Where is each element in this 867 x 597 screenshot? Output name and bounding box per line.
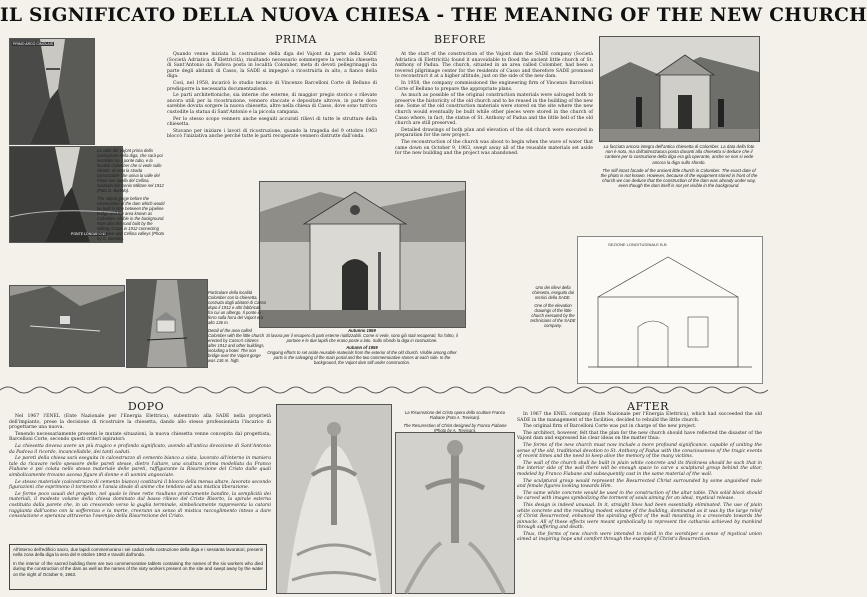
- caption-line: The Vajont gorge before the construction of the dam which would be built in time between the pipeline bridge and the area known as Colomber, visible in the background. Note also the road built by the Military Corps in 1912 connecting the Piave and Cellina valleys (Photo by G. Bertolo).: [97, 196, 165, 241]
- after-paragraph: The sculptural group would represent the Resurrected Christ surrounded by some anguished male and female figures looking towards Him.: [517, 478, 762, 490]
- caption-line: The still intact facade of the ancient little church in Colomber. The exact date of the photo is not known. However, because of the equipment stored in front of the church we can deduce that the construction of the dam was already under way, even though the dam itself is not yet visible in the background.: [600, 167, 758, 189]
- dopo-paragraph: Tenendo necessariamente presenti le mutate situazioni, la nuova chiesetta venne concepita dal progettista, Barcelloni Corte, secondo questi criteri ispiratori:: [9, 431, 271, 443]
- memorial-text: All'interno dell'edificio sacro, due lapidi commemorano i sei caduti nella costruzione della diga e i sessanta lavoratori, presenti nella zona della diga la sera del 9 ottobre 1963 e travolti dall'onda.: [13, 547, 263, 558]
- caption-line: Particolare della località Colomber con la chiesetta, costruita dagli abitanti di Casso dopo il 1912 e altri fabbricati, fra cui un albergo. Il ponte in ferro sulla forra del Vajont era alto 136 m.: [208, 290, 266, 325]
- after-text: [517, 412, 762, 544]
- caption-detail: [208, 290, 266, 366]
- dopo-paragraph: Le pareti della chiesa sarà eseguita in calcestruzzo di cemento bianco a vista, lavorato all'interno in maniera tale da ricavare nello spessore delle pareti stesse, dietro l'altare, una scultura prima modellata da Franco Fiabane e poi colata nello stesso materiale delle pareti, raffigurante la Risurrezione del Cristo dalle quali simbolicamente trovano ascesa figure di donne e di uomini angosciate.: [9, 456, 271, 478]
- photo-vajont-gorge: [9, 38, 95, 145]
- prima-paragraph: Le parti architettoniche, sia interne che esterne, di maggior pregio storico o rilevate ancora utili per la ricostruzione, vennero staccate e depositate altrove, in parte dove sarebbe dovuta sorgere la nuova chiesetta, altre nella chiesa di Casso, dove sono tutt'ora custodite la statua di Sant'Antonio e la piccola campana.: [167, 93, 377, 115]
- header-after: AFTER: [627, 400, 669, 413]
- wave-divider: [0, 383, 768, 397]
- photo-label-cimolais: PRIMO ARCO CIMOLAIS: [13, 42, 54, 46]
- caption-line: La valle del Vajont prima della costruzione della diga, che sarà poi installata tra il ponte tubo, e la località Colomber che si vede sullo sfondo. Si nota la strada carrozzabile che univa la valle del Piave con quella del Cellina, costruita dal Genio Militare nel 1912 (Foto G. Bertolo).: [97, 148, 164, 193]
- photo-resurrection-sculpture: [276, 404, 392, 594]
- before-paragraph: The reconstruction of the church was about to begin when the wave of water that came down on October 9, 1963, swept away all of the reusable materials set aside for the new building and the project was abandoned.: [395, 139, 593, 157]
- after-paragraph: The original firm of Barcelloni Corte was put in charge of the new project.: [523, 424, 697, 430]
- photo-resurrection-relief: [395, 432, 515, 594]
- caption-line: One of the elevation drawings of the little church executed by the technicians of the SADE company.: [530, 303, 576, 328]
- prima-paragraph: Stavano per iniziare i lavori di ricostruzione, quando la tragedia del 9 ottobre 1963 bloccò l'iniziativa anche perché tutte le parti recuperate vennero distrutte dall'onda.: [167, 128, 377, 140]
- photo-colomber-area: [9, 285, 125, 367]
- after-paragraph: Thus, the forms of new church were intended to instill in the worshiper a sense of mystical union aimed at inspiring hope and comfort through the example of Christ's Resurrection.: [517, 531, 762, 543]
- caption-autumn-1959: [262, 328, 462, 365]
- header-prima: PRIMA: [275, 33, 317, 46]
- before-paragraph: Detailed drawings of both plan and elevation of the old church were executed in preparation for the new project.: [395, 127, 593, 139]
- after-paragraph: The wall of the church shall be built in plain white concrete and its thickness should be such that in the interior side of the wall there will be enough space to carve a sculptural group behind the altar, modeled by Franco Fiabane and subsequently cast in the same material of the wall.: [517, 460, 762, 477]
- after-paragraph: In 1967 the ENEL company (Ente Nazionale per l'Energia Elettrica), which had succeeded the old SADE in the management of the facilities, decided to rebuild the little church.: [517, 412, 762, 423]
- header-before: BEFORE: [433, 33, 487, 46]
- drawing-longitudinal-section: [577, 236, 763, 384]
- before-paragraph: At the start of the construction of the Vajont dam the SADE company (Società Adriatica di Elettricità) found it unavoidable to flood the ancient little church of St. Anthony of Padua. The church, situated in an area called Colomber, had been a revered pilgrimage center for the residents of Casso and therefore SADE promised to reconstruct it at a higher altitude, just on the side of the new dam.: [395, 52, 593, 80]
- caption-drawing: [530, 285, 576, 331]
- prima-paragraph: Quando venne iniziata la costruzione della diga del Vajont da parte della SADE (Società Adriatica di Elettricità), risultando necessario sommergere la vecchia chiesetta di Sant'Antonio da Padova posta in località Colomber, meta di devoti pellegrinaggi da parte degli abitanti di Casso, la SADE si impegnò a ricostruirla in alto, a fianco della diga.: [167, 52, 377, 80]
- prima-paragraph: Per lo stesso scopo vennero anche eseguiti accurati rilievi di tutte le strutture della chiesetta.: [167, 116, 377, 128]
- caption-line: The Resurrection of Christ designed by Franco Fiabane (Photo by A. Trevisan).: [403, 423, 507, 433]
- memorial-text: In the interior of the sacred building there are two commemorative tablets containing the names of the six workers who died during the construction of the dam as well as the names of the sixty workers present on the site and swept away by the water on the night of October 9, 1963.: [13, 560, 263, 577]
- caption-line: Detail of the area called Colomber with the little church erected by Casso's citizens after 1912 and other buildings, including a hotel. The iron bridge over the Vajont gorge was 136 m. high.: [208, 328, 265, 363]
- drawing-title: SEZIONE LONGITUDINALE B-B: [608, 242, 667, 247]
- page-title: IL SIGNIFICATO DELLA NUOVA CHIESA - THE MEANING OF THE NEW CHURCH: [0, 5, 867, 26]
- after-paragraph: The architect, however, felt that the plan for the new church should have reflected the disaster of the Vajont dam and expressed his clear ideas on the matter thus:: [517, 430, 762, 442]
- before-paragraph: As much as possible of the original construction materials were salvaged both to preserve the historicity of the old church and to be reused in the building of the new one. Some of the old construction materials were stored on the site where the new church would eventually be built while other pieces were stored in the church of Casso where, in fact, the statue of St. Anthony of Padua and the little bell of the old church are still preserved.: [395, 93, 593, 127]
- caption-valley: [97, 148, 165, 244]
- caption-line: La facciata ancora integra dell'antica chiesetta di Colomber. La data della foto non è nota, ma dall'attrezzatura posta davanti alla chiesetta si deduce che il cantiere per la costruzione della diga era già operante, anche se non si vede ancora la diga sullo sfondo.: [603, 144, 755, 165]
- dopo-paragraph: Nel 1967 l'ENEL (Ente Nazionale per l'Energia Elettrica), subentrato alla SADE nella proprietà dell'impianto, prese la decisione di ricostruire la chiesetta, dando allo stesso professionista l'incarico di progettarne una nuova.: [9, 414, 271, 431]
- prima-text: [167, 52, 377, 141]
- caption-line: Ongoing efforts to set aside reusable materials from the exterior of the old church. Visible among other parts is the salvaging of the main portal and the two commemorative stones at each side. In the background, the Vajont dam still under construction.: [267, 350, 457, 365]
- prima-paragraph: Così, nel 1958, incaricò lo studio tecnico di Vincenzo Barcelloni Corte di Belluno di predisporre la necessaria documentazione.: [167, 80, 377, 92]
- photo-label-longarone: PONTE LONGARONE: [71, 232, 107, 236]
- header-dopo: DOPO: [127, 400, 165, 413]
- after-paragraph: The forms of the new church must now include a more profound significance, capable of uniting the sense of the old, traditional devotion to St. Anthony of Padua with the consciousness of the tragic events of recent times and the need to keep alive the memory of the many victims.: [517, 442, 762, 460]
- after-paragraph: This design is indeed unusual. In it, straight lines had been essentially eliminated. The use of plain white concrete and the resulting modest volume of the building, dominated as it was by the large relief of Christ Resurrected, enhanced the spiraling effect of the wall mounting in a crescendo towards the pinnacle. All of these effects were meant symbolically to represent the catharsis achieved by mankind through suffering and death.: [517, 502, 762, 531]
- caption-year: Autunno 1959: [348, 328, 376, 333]
- caption-line: Uno dei rilievi della chiesetta, eseguito dai tecnici della SADE.: [532, 285, 574, 300]
- dopo-paragraph: Le forme poco usuali del progetto, nel quale le linee rette risultano praticamente bandite, la semplicità dei materiali, il modesto volume della chiesa dominato dal basso rilievo del Cristo Risorto, la spirale esterna costituita dalla parete che, in un crescendo verso la guglia terminale, simbolicamente rappresenta la catarsi raggiunta dall'uomo con la sofferenza e la morte, creerann un senso di mistica raccoglimento inteso a dare consolazione e speranza attraverso l'esempio della Risurrezione del Cristo.: [9, 491, 271, 520]
- caption-line: Si lavora per il recupero di parti esterne riutilizzabili. Come si vede, sono già stati recuperati, fra l'altro, il portone e le due lapidi che erano poste a lato. Sullo sfondo la diga in costruzione.: [266, 333, 458, 343]
- caption-year: Autumn of 1959: [346, 345, 378, 350]
- photo-church-facade: [599, 36, 760, 142]
- dopo-paragraph: Le stesso materiale (calcestruzzo di cemento bianco) costituirà il blocco della mensa altare, lavorato secondo figurazioni che esprimono il tormento e l'ansia ideale di anime che tendono ad una mistica liberazione.: [9, 479, 271, 491]
- caption-facade: [600, 144, 758, 192]
- caption-line: La Risurrezione del Cristo opera dello scultore Franco Fiabane (Foto A. Trevisan).: [404, 410, 506, 420]
- dopo-paragraph: La chiesetta doveva avere un più tragico e profondo significato, avendo all'antica devozione di Sant'Antonio da Padova il ricordo, incancellabile, dei tanti caduti.: [9, 443, 271, 455]
- photo-colomber-detail: [126, 279, 208, 368]
- dopo-text: [9, 414, 271, 521]
- before-text: [395, 52, 593, 158]
- photo-salvage-1959: [259, 181, 466, 328]
- after-paragraph: The same white concrete would be used in the construction of the altar table. This solid block should be carved with images symbolizing the torment of souls aiming for an ideal, mystical release.: [517, 490, 762, 502]
- memorial-box: [9, 544, 267, 590]
- before-paragraph: In 1958, the company commissioned the engineering firm of Vincenzo Barcelloni Corte of Belluno to prepare the appropriate plans.: [395, 80, 593, 92]
